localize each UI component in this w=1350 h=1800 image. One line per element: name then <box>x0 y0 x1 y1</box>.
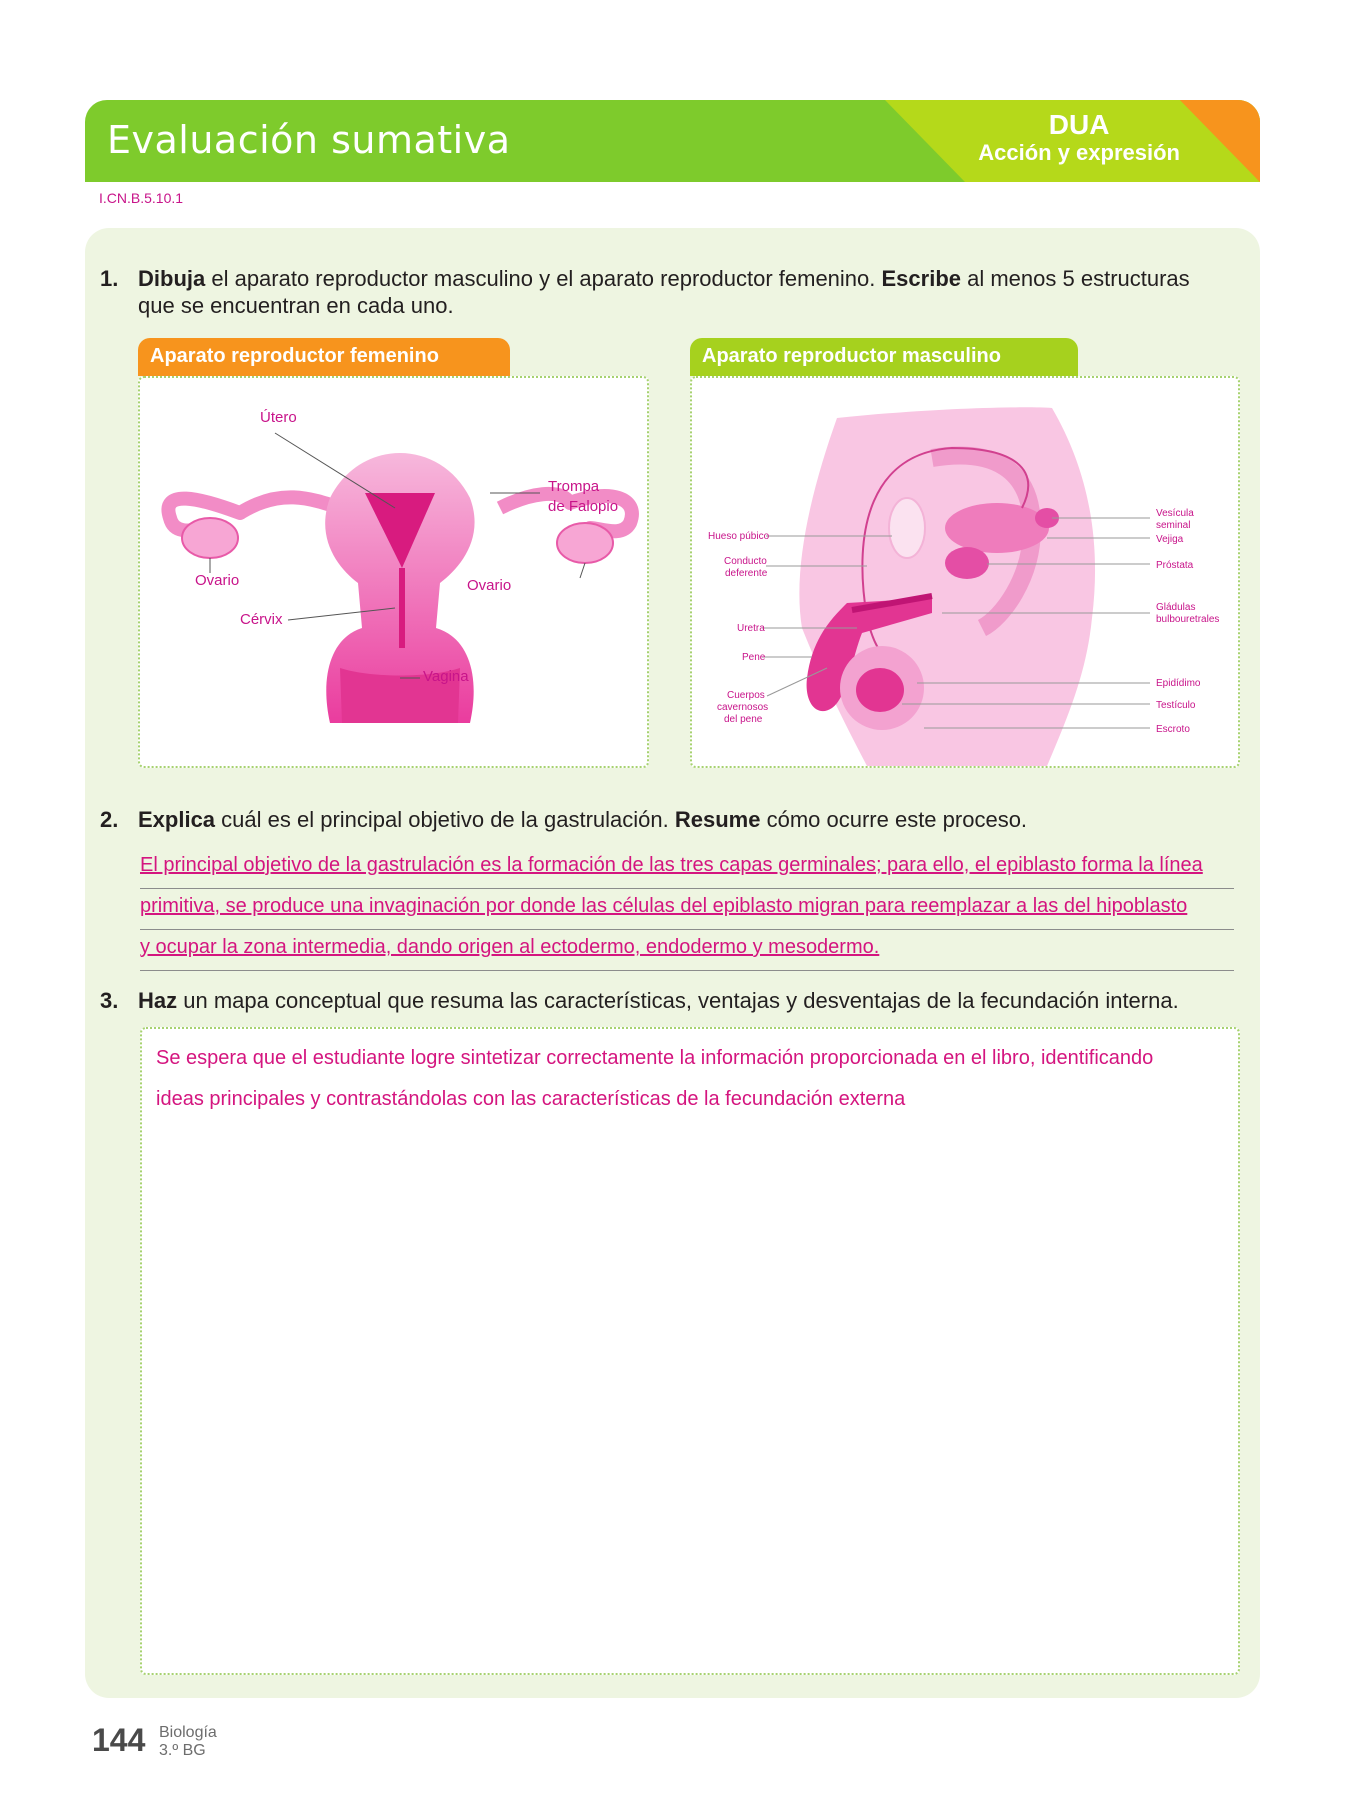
answer-2-line-1[interactable]: El principal objetivo de la gastrulación es la formación de las tres capas germinales; para ello, el epiblasto forma la línea <box>140 847 1234 889</box>
label-vesicula-1: Vesícula <box>1156 508 1194 519</box>
pubic-bone <box>889 498 925 558</box>
question-2-verb-explain: Explica <box>138 807 216 832</box>
concept-map-box[interactable] <box>140 1027 1240 1675</box>
answer-2-line-3[interactable]: y ocupar la zona intermedia, dando origen al ectodermo, endodermo y mesodermo. <box>140 929 1234 971</box>
header-banner <box>85 100 1260 182</box>
label-pene: Pene <box>742 652 766 663</box>
question-1-text-a: el aparato reproductor masculino y el aparato reproductor femenino. <box>205 266 882 291</box>
footer-subject <box>159 1724 217 1760</box>
question-1-verb-write: Escribe <box>881 266 961 291</box>
label-conducto-2: deferente <box>725 568 768 579</box>
question-3-verb-make: Haz <box>138 988 178 1013</box>
dua-badge-main: DUA <box>1048 109 1110 140</box>
page-number: 144 <box>92 1722 146 1758</box>
question-2-verb-summarize: Resume <box>674 807 761 832</box>
label-epididimo: Epidídimo <box>1156 678 1201 689</box>
female-reproductive-diagram <box>140 378 647 766</box>
question-3-text-a: un mapa conceptual que resuma las características, ventajas y desventajas de la fecundación interna. <box>177 988 1179 1013</box>
answer-3 <box>156 1038 1236 1120</box>
label-vejiga: Vejiga <box>1156 534 1184 545</box>
question-1-verb-draw: Dibuja <box>138 266 206 291</box>
answer-3-line-1: Se espera que el estudiante logre sintetizar correctamente la información proporcionada en el libro, identificando <box>156 1047 1154 1069</box>
label-trompa-2: de Falopio <box>548 498 619 515</box>
dua-badge <box>978 110 1180 166</box>
male-reproductive-diagram <box>692 378 1238 766</box>
prostate <box>945 547 989 579</box>
male-tab: Aparato reproductor masculino <box>690 338 1078 376</box>
left-tube-body <box>240 497 340 513</box>
leader-ovario-right <box>580 563 585 578</box>
answer-3-line-2: ideas principales y contrastándolas con las características de la fecundación externa <box>156 1088 906 1110</box>
question-2-text-a: cuál es el principal objetivo de la gastrulación. <box>215 807 675 832</box>
label-vesicula-2: seminal <box>1156 520 1191 531</box>
female-diagram-box <box>138 376 649 768</box>
male-diagram-box <box>690 376 1240 768</box>
label-ovario-right: Ovario <box>467 577 512 594</box>
label-vagina: Vagina <box>423 668 469 685</box>
question-1-number: 1. <box>100 266 119 291</box>
label-uretra: Uretra <box>737 623 765 634</box>
question-1-text-b: al menos 5 estructuras <box>961 266 1190 291</box>
footer-grade: 3.º BG <box>159 1742 206 1759</box>
label-hueso: Hueso púbico <box>708 531 770 542</box>
bladder <box>945 503 1049 553</box>
testicle <box>856 668 904 712</box>
page-title: Evaluación sumativa <box>107 118 511 162</box>
right-ovary <box>557 523 613 563</box>
dua-badge-sub: Acción y expresión <box>978 140 1180 165</box>
question-2-text-b: cómo ocurre este proceso. <box>760 807 1028 832</box>
label-ovario-left: Ovario <box>195 572 240 589</box>
female-tab: Aparato reproductor femenino <box>138 338 510 376</box>
question-2-number: 2. <box>100 807 119 832</box>
label-cuerpos-1: Cuerpos <box>727 690 765 701</box>
label-gladulas-2: bulbouretrales <box>1156 614 1220 625</box>
answer-2-line-2[interactable]: primitiva, se produce una invaginación por donde las células del epiblasto migran para reemplazar a las del hipoblasto <box>140 888 1234 930</box>
question-1-text-c: que se encuentran en cada uno. <box>138 293 454 318</box>
left-ovary <box>182 518 238 558</box>
footer-subject-name: Biología <box>159 1724 217 1741</box>
label-trompa-1: Trompa <box>548 478 600 495</box>
label-escroto: Escroto <box>1156 724 1190 735</box>
label-conducto-1: Conducto <box>724 556 767 567</box>
label-testiculo: Testículo <box>1156 700 1196 711</box>
label-cervix: Cérvix <box>240 611 283 628</box>
label-utero: Útero <box>260 409 297 426</box>
label-gladulas-1: Gládulas <box>1156 602 1196 613</box>
question-3-number: 3. <box>100 988 119 1013</box>
label-prostata: Próstata <box>1156 560 1194 571</box>
label-cuerpos-2: cavernosos <box>717 702 769 713</box>
label-cuerpos-3: del pene <box>724 714 763 725</box>
indicator-code: I.CN.B.5.10.1 <box>99 190 184 206</box>
